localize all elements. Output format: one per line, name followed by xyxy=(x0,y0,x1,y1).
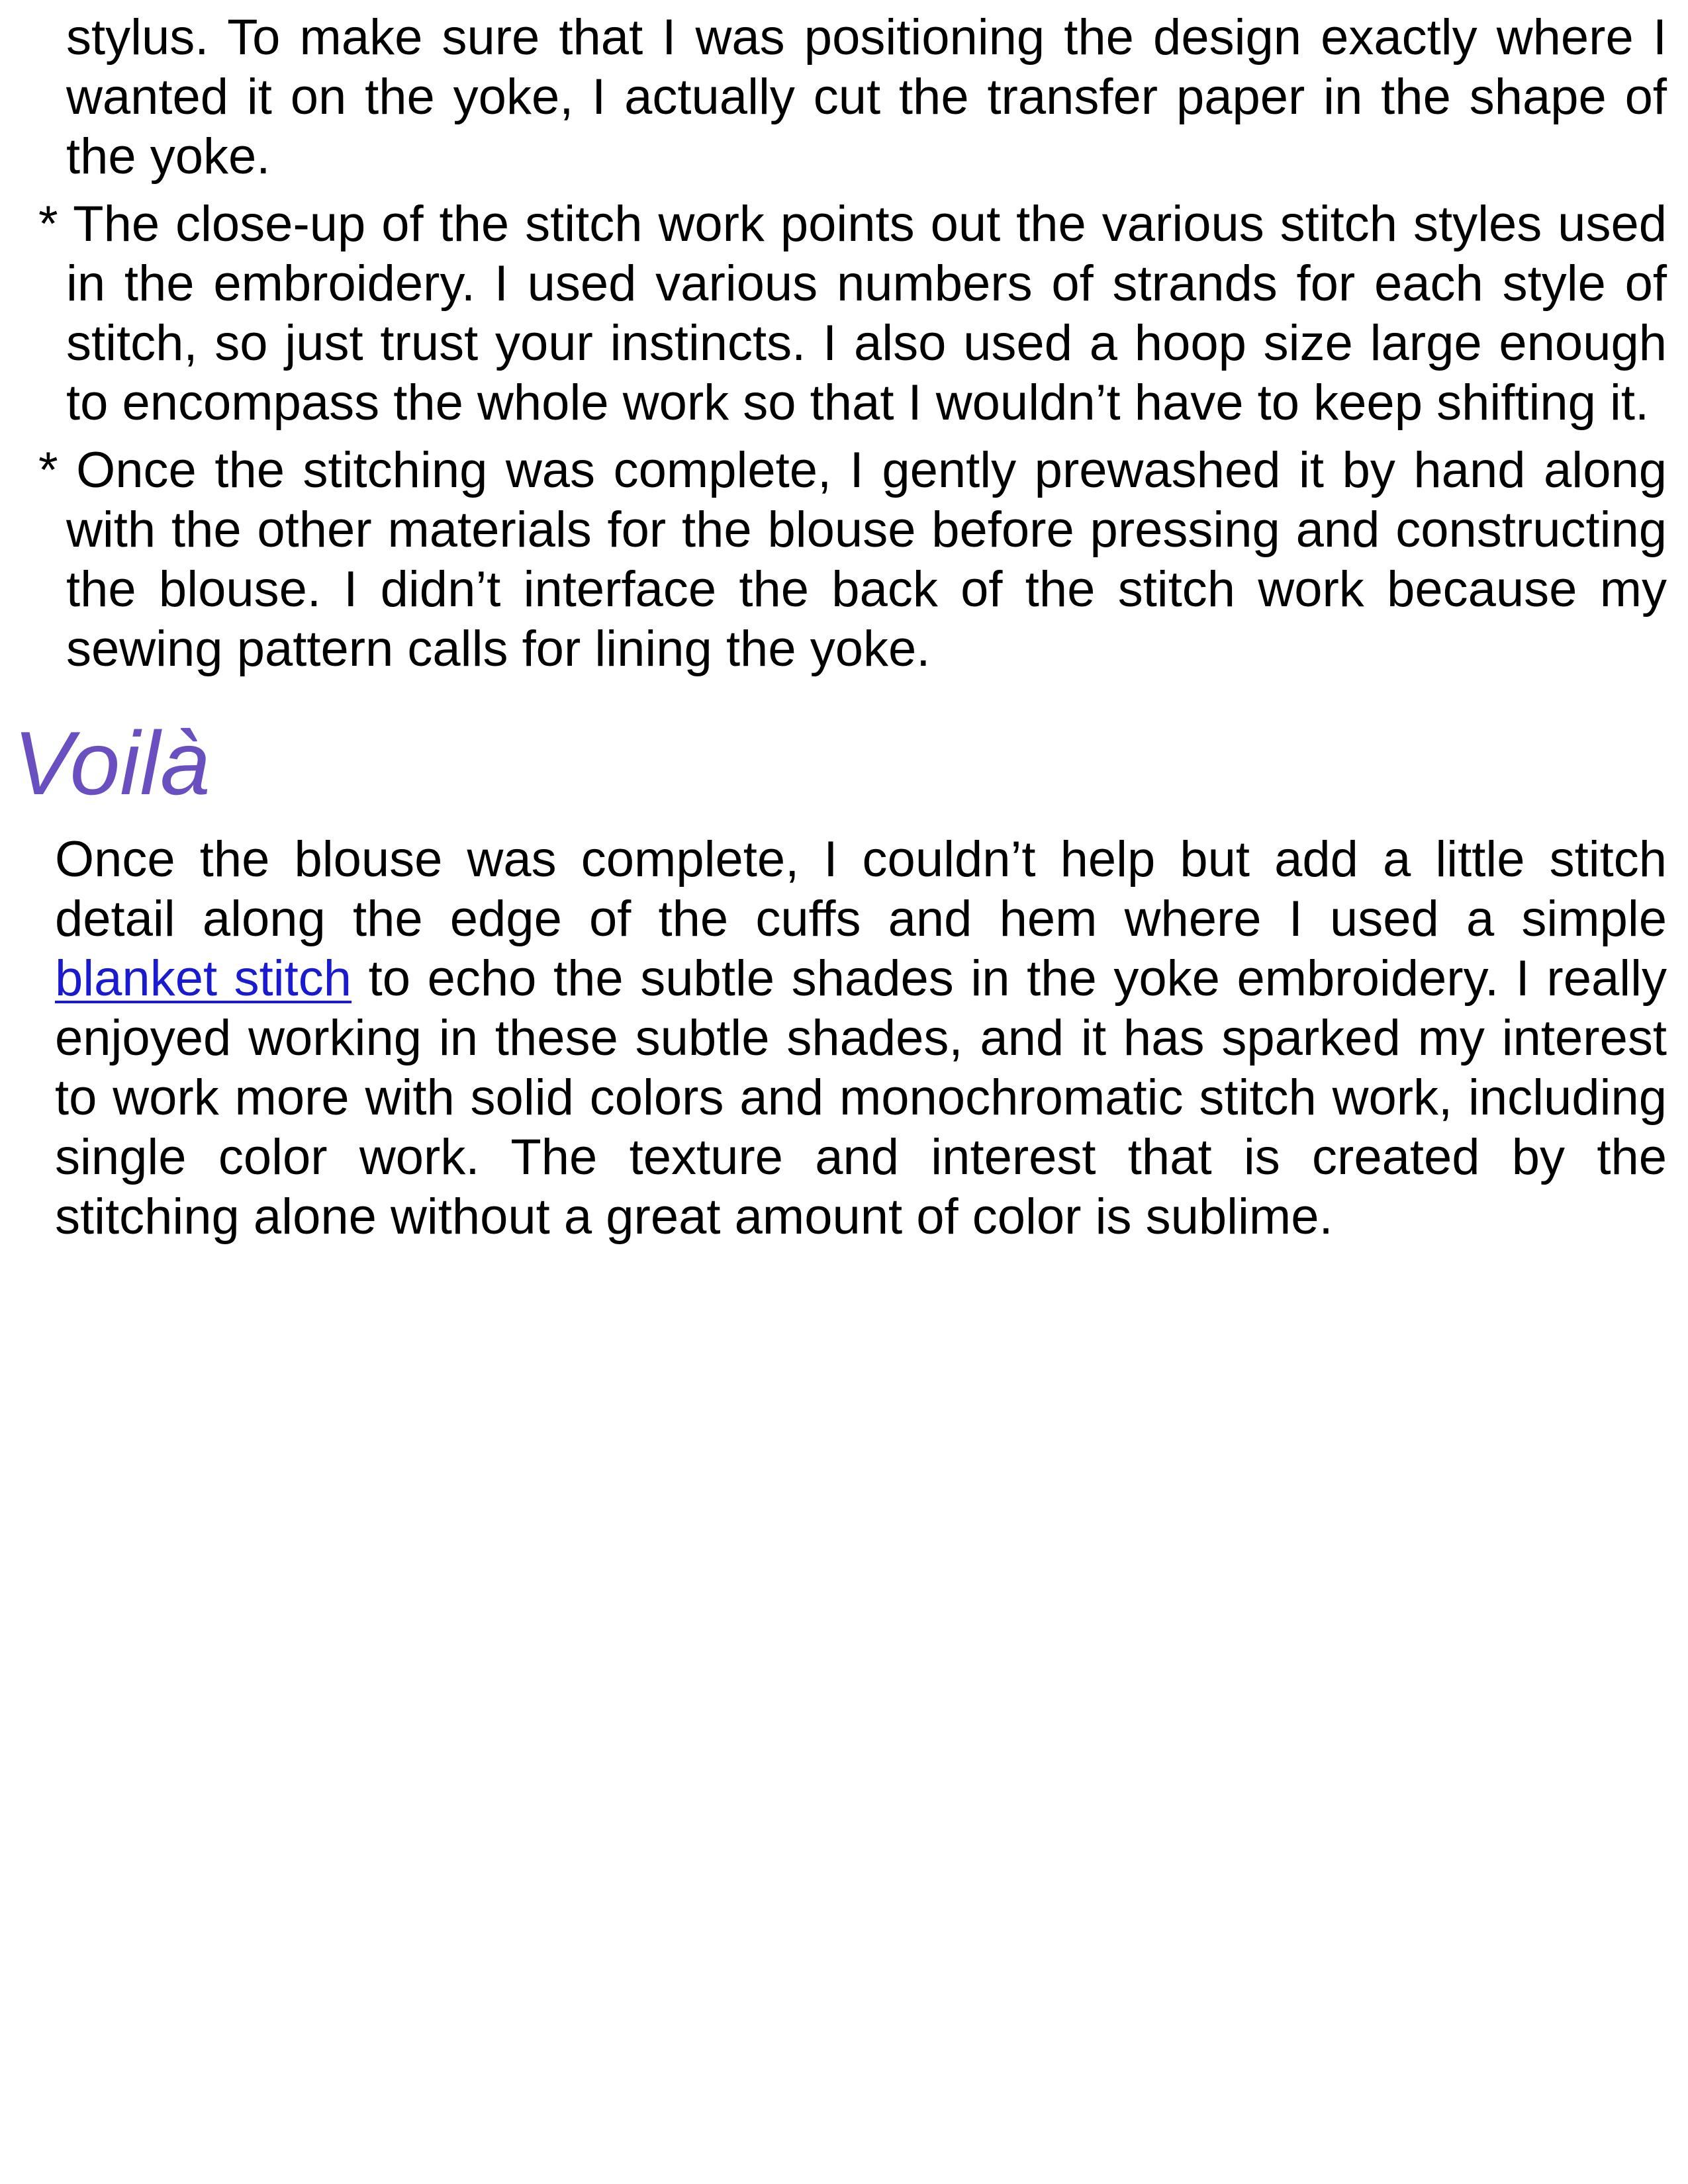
section-heading: Voilà xyxy=(13,713,211,813)
bullet-marker: * xyxy=(38,442,58,498)
list-item xyxy=(38,195,1667,433)
blanket-stitch-link[interactable]: blanket stitch xyxy=(55,950,352,1007)
list-item xyxy=(38,8,1667,187)
instruction-list xyxy=(38,8,1667,687)
list-item xyxy=(38,441,1667,679)
paragraph-text-before: Once the blouse was complete, I couldn’t help but add a little stitch detail along the edge of the cuffs and hem where I used a simple xyxy=(55,831,1667,947)
list-item-text: stylus. To make sure that I was positioning the design exactly where I wanted it on the yoke, I actually cut the transfer paper in the shape of the yoke. xyxy=(66,9,1667,185)
list-item-text: The close-up of the stitch work points out the various stitch styles used in the embroidery. I used various numbers of strands for each style of stitch, so just trust your instincts. I also used a hoop size large enough to encompass the whole work so that I wouldn’t have to keep shifting it. xyxy=(66,196,1667,431)
paragraph-text-after: to echo the subtle shades in the yoke embroidery. I really enjoyed working in these subtle shades, and it has sparked my interest to work more with solid colors and monochromatic stitch work, including single color work. The texture and interest that is created by the stitching alone without a great amount of color is sublime. xyxy=(55,950,1667,1245)
section-paragraph xyxy=(55,830,1667,1247)
list-item-text: Once the stitching was complete, I gently prewashed it by hand along with the other materials for the blouse before pressing and constructing the blouse. I didn’t interface the back of the stitch work because my sewing pattern calls for lining the yoke. xyxy=(66,442,1667,677)
bullet-marker: * xyxy=(38,196,58,252)
